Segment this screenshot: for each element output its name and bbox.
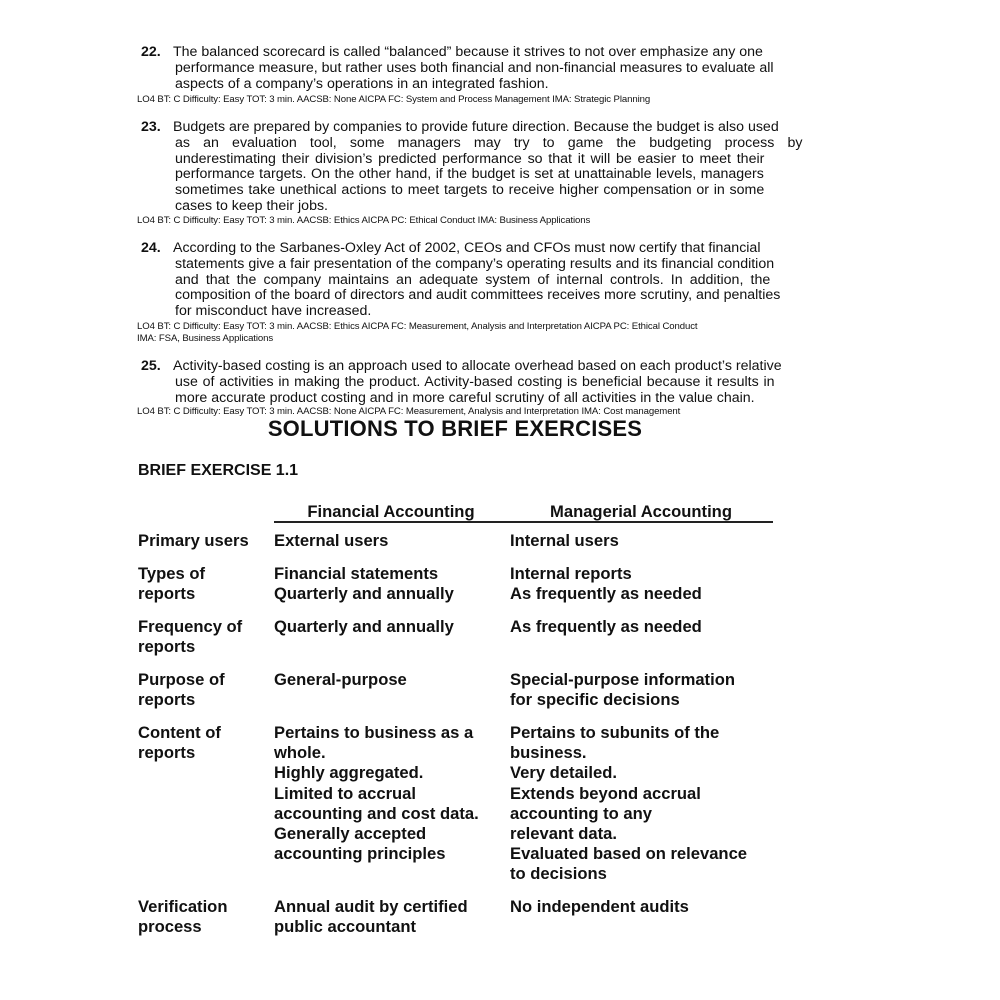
question-text: [173, 119, 803, 215]
cell-line: Special-purpose information: [510, 670, 735, 689]
question-line: for misconduct have increased.: [175, 303, 372, 320]
row-label-line: Types of: [138, 564, 205, 583]
managerial-cell: [510, 723, 778, 885]
row-label-line: reports: [138, 584, 196, 604]
row-label: [138, 897, 268, 937]
managerial-cell: [510, 670, 778, 710]
financial-cell: [274, 723, 506, 864]
managerial-cell: [510, 564, 778, 604]
question-line: underestimating their division’s predicted performance so that it will be easier to meet their: [175, 150, 765, 167]
row-label-line: reports: [138, 690, 196, 710]
header-underline: [274, 521, 773, 523]
row-label: [138, 531, 268, 551]
question-text: [175, 45, 773, 92]
cell-line: for specific decisions: [510, 690, 680, 710]
question-number: 22.: [141, 44, 161, 60]
question-text: [173, 240, 781, 320]
question-line: statements give a fair presentation of the company’s operating results and its financial condition: [175, 255, 775, 272]
managerial-cell: [510, 531, 778, 551]
metadata-line: LO4 BT: C Difficulty: Easy TOT: 3 min. AACSB: None AICPA FC: System and Process Management IMA: Strategic Planning: [137, 94, 651, 105]
metadata-line: LO4 BT: C Difficulty: Easy TOT: 3 min. AACSB: Ethics AICPA FC: Measurement, Analysis and Interpretation AICPA PC: Ethical Conduct: [137, 321, 698, 332]
row-label-line: Content of: [138, 723, 221, 742]
question-text: [173, 358, 782, 406]
cell-line: accounting principles: [274, 844, 446, 864]
question-line: Activity-based costing is an approach used to allocate overhead based on each product’s relative: [173, 358, 782, 374]
row-label-line: Frequency of: [138, 617, 243, 636]
question-23: [137, 119, 803, 215]
question-line: sometimes take unethical actions to meet targets to receive higher compensation or in some: [175, 182, 765, 199]
cell-line: Limited to accrual: [274, 783, 417, 803]
question-25: [137, 358, 782, 406]
question-line: composition of the board of directors and audit committees receives more scrutiny, and penalties: [175, 287, 781, 304]
question-line: The balanced scorecard is called “balanced” because it strives to not over emphasize any one: [173, 44, 763, 60]
question-number: 23.: [141, 119, 161, 135]
question-line: use of activities in making the product. Activity-based costing is beneficial because it results in: [175, 373, 775, 390]
cell-line: business.: [510, 743, 587, 763]
question-line: cases to keep their jobs.: [175, 197, 328, 214]
row-label: [138, 564, 268, 604]
cell-line: Financial statements: [274, 564, 439, 583]
cell-line: relevant data.: [510, 824, 617, 844]
cell-line: Evaluated based on relevance: [510, 844, 748, 864]
row-label: [138, 617, 268, 657]
metadata-line: LO4 BT: C Difficulty: Easy TOT: 3 min. AACSB: None AICPA FC: Measurement, Analysis and Interpretation IMA: Cost management: [137, 406, 681, 417]
column-header-financial: Financial Accounting: [307, 502, 475, 521]
row-label-line: Verification: [138, 897, 228, 916]
cell-line: No independent audits: [510, 897, 689, 916]
metadata-line: IMA: FSA, Business Applications: [137, 333, 274, 344]
cell-line: whole.: [274, 743, 326, 763]
cell-line: As frequently as needed: [510, 584, 702, 604]
question-line: more accurate product costing and in more careful scrutiny of all activities in the value chain.: [175, 389, 755, 406]
cell-line: Internal reports: [510, 564, 632, 583]
question-number: 25.: [141, 358, 161, 374]
cell-line: public accountant: [274, 917, 416, 937]
cell-line: Extends beyond accrual: [510, 783, 701, 803]
solutions-heading: SOLUTIONS TO BRIEF EXERCISES: [267, 416, 643, 441]
question-line: and that the company maintains an adequate system of internal controls. In addition, the: [175, 271, 771, 288]
financial-cell: [274, 670, 506, 690]
cell-line: accounting and cost data.: [274, 803, 479, 823]
question-line: performance targets. On the other hand, if the budget is set at unattainable levels, managers: [175, 166, 764, 183]
cell-line: Very detailed.: [510, 763, 617, 783]
row-label-line: Primary users: [138, 531, 249, 550]
row-label-line: process: [138, 917, 202, 937]
question-22: [137, 45, 773, 92]
row-label-line: reports: [138, 743, 196, 763]
financial-cell: [274, 564, 506, 604]
question-line: as an evaluation tool, some managers may try to game the budgeting process by: [175, 134, 803, 151]
row-label-line: reports: [138, 637, 196, 657]
financial-cell: [274, 617, 506, 637]
financial-cell: [274, 531, 506, 551]
question-metadata: [137, 215, 787, 227]
row-label: [138, 723, 268, 763]
row-label: [138, 670, 268, 710]
cell-line: accounting to any: [510, 803, 652, 823]
cell-line: Annual audit by certified: [274, 897, 468, 916]
cell-line: As frequently as needed: [510, 617, 702, 636]
exercise-heading: BRIEF EXERCISE 1.1: [138, 462, 299, 479]
question-line: performance measure, but rather uses both financial and non-financial measures to evaluate all: [175, 59, 774, 76]
cell-line: External users: [274, 531, 389, 550]
cell-line: Quarterly and annually: [274, 584, 454, 604]
question-line: aspects of a company’s operations in an integrated fashion.: [175, 75, 549, 92]
cell-line: Internal users: [510, 531, 619, 550]
cell-line: Pertains to business as a: [274, 723, 474, 742]
metadata-line: LO4 BT: C Difficulty: Easy TOT: 3 min. AACSB: Ethics AICPA PC: Ethical Conduct IMA: Business Applications: [137, 215, 591, 226]
question-number: 24.: [141, 240, 161, 256]
cell-line: Pertains to subunits of the: [510, 723, 720, 742]
cell-line: Generally accepted: [274, 824, 427, 844]
cell-line: Highly aggregated.: [274, 763, 424, 783]
question-metadata: [137, 321, 787, 345]
managerial-cell: [510, 617, 778, 637]
cell-line: Quarterly and annually: [274, 617, 454, 636]
cell-line: General-purpose: [274, 670, 407, 689]
cell-line: to decisions: [510, 864, 607, 884]
question-line: According to the Sarbanes-Oxley Act of 2002, CEOs and CFOs must now certify that financial: [173, 240, 761, 256]
question-line: Budgets are prepared by companies to provide future direction. Because the budget is also used: [173, 119, 779, 135]
row-label-line: Purpose of: [138, 670, 225, 689]
managerial-cell: [510, 897, 778, 917]
question-24: [137, 240, 781, 320]
question-metadata: [137, 94, 787, 106]
financial-cell: [274, 897, 506, 937]
column-header-managerial: Managerial Accounting: [550, 502, 732, 521]
